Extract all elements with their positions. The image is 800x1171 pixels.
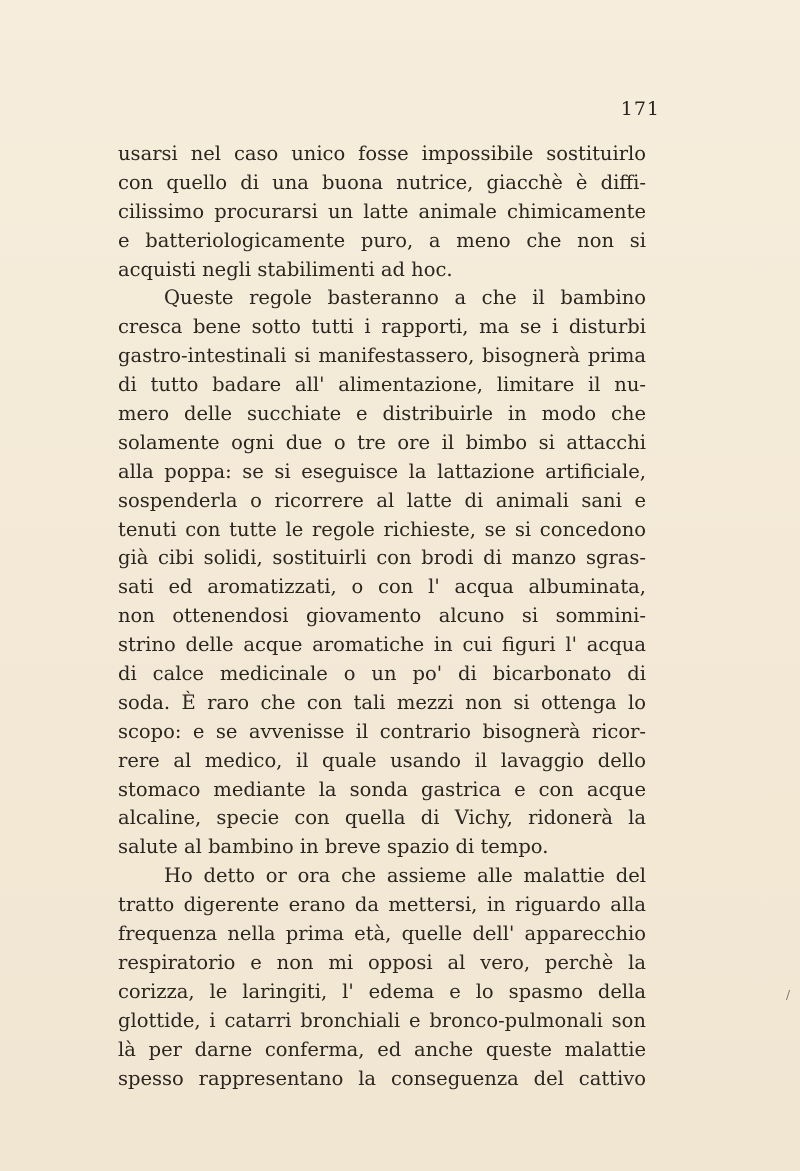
text-line: corizza, le laringiti, l' edema e lo spasmo della: [118, 979, 646, 1003]
text-line: sati ed aromatizzati, o con l' acqua albuminata,: [118, 575, 646, 599]
text-line: solamente ogni due o tre ore il bimbo si attacchi: [118, 430, 646, 454]
stray-pencil-mark: /: [786, 988, 791, 1002]
text-line: soda. È raro che con tali mezzi non si ottenga lo: [118, 690, 646, 714]
text-line: non ottenendosi giovamento alcuno si sommini-: [118, 604, 646, 628]
text-line: con quello di una buona nutrice, giacchè è diffi-: [118, 170, 646, 194]
text-line: gastro-intestinali si manifestassero, bisognerà prima: [118, 344, 646, 368]
text-line: frequenza nella prima età, quelle dell' apparecchio: [118, 922, 646, 946]
text-line: alcaline, specie con quella di Vichy, ridonerà la: [118, 806, 646, 830]
text-line: acquisti negli stabilimenti ad hoc.: [118, 257, 453, 281]
text-line: là per darne conferma, ed anche queste malattie: [118, 1037, 646, 1061]
paragraph-start-line: Ho detto or ora che assieme alle malattie del: [164, 864, 646, 888]
text-line: sospenderla o ricorrere al latte di animali sani e: [118, 488, 646, 512]
text-line: glottide, i catarri bronchiali e bronco-pulmonali son: [118, 1008, 646, 1032]
paragraph-start-line: Queste regole basteranno a che il bambino: [164, 286, 646, 310]
text-line: tratto digerente erano da mettersi, in riguardo alla: [118, 893, 646, 917]
text-line: rere al medico, il quale usando il lavaggio dello: [118, 748, 646, 772]
body-text: [118, 140, 646, 1093]
text-line: scopo: e se avvenisse il contrario bisognerà ricor-: [118, 719, 646, 743]
page-number: 171: [620, 98, 660, 120]
text-line: usarsi nel caso unico fosse impossibile sostituirlo: [118, 142, 646, 165]
text-line: tenuti con tutte le regole richieste, se si concedono: [118, 517, 646, 541]
text-line: già cibi solidi, sostituirli con brodi di manzo sgras-: [118, 546, 646, 570]
text-line: cresca bene sotto tutti i rapporti, ma se i disturbi: [118, 315, 646, 339]
text-line: di calce medicinale o un po' di bicarbonato di: [118, 662, 646, 686]
text-line: mero delle succhiate e distribuirle in modo che: [118, 402, 646, 426]
text-line: strino delle acque aromatiche in cui figuri l' acqua: [118, 633, 646, 657]
text-line: e batteriologicamente puro, a meno che non si: [118, 228, 646, 252]
text-line: spesso rappresentano la conseguenza del cattivo: [118, 1066, 646, 1090]
text-line: salute al bambino in breve spazio di tempo.: [118, 835, 549, 859]
text-line: di tutto badare all' alimentazione, limitare il nu-: [118, 373, 646, 397]
text-line: alla poppa: se si eseguisce la lattazione artificiale,: [118, 459, 646, 483]
text-line: cilissimo procurarsi un latte animale chimicamente: [118, 199, 646, 223]
text-line: stomaco mediante la sonda gastrica e con acque: [118, 777, 646, 801]
text-line: respiratorio e non mi opposi al vero, perchè la: [118, 950, 646, 974]
